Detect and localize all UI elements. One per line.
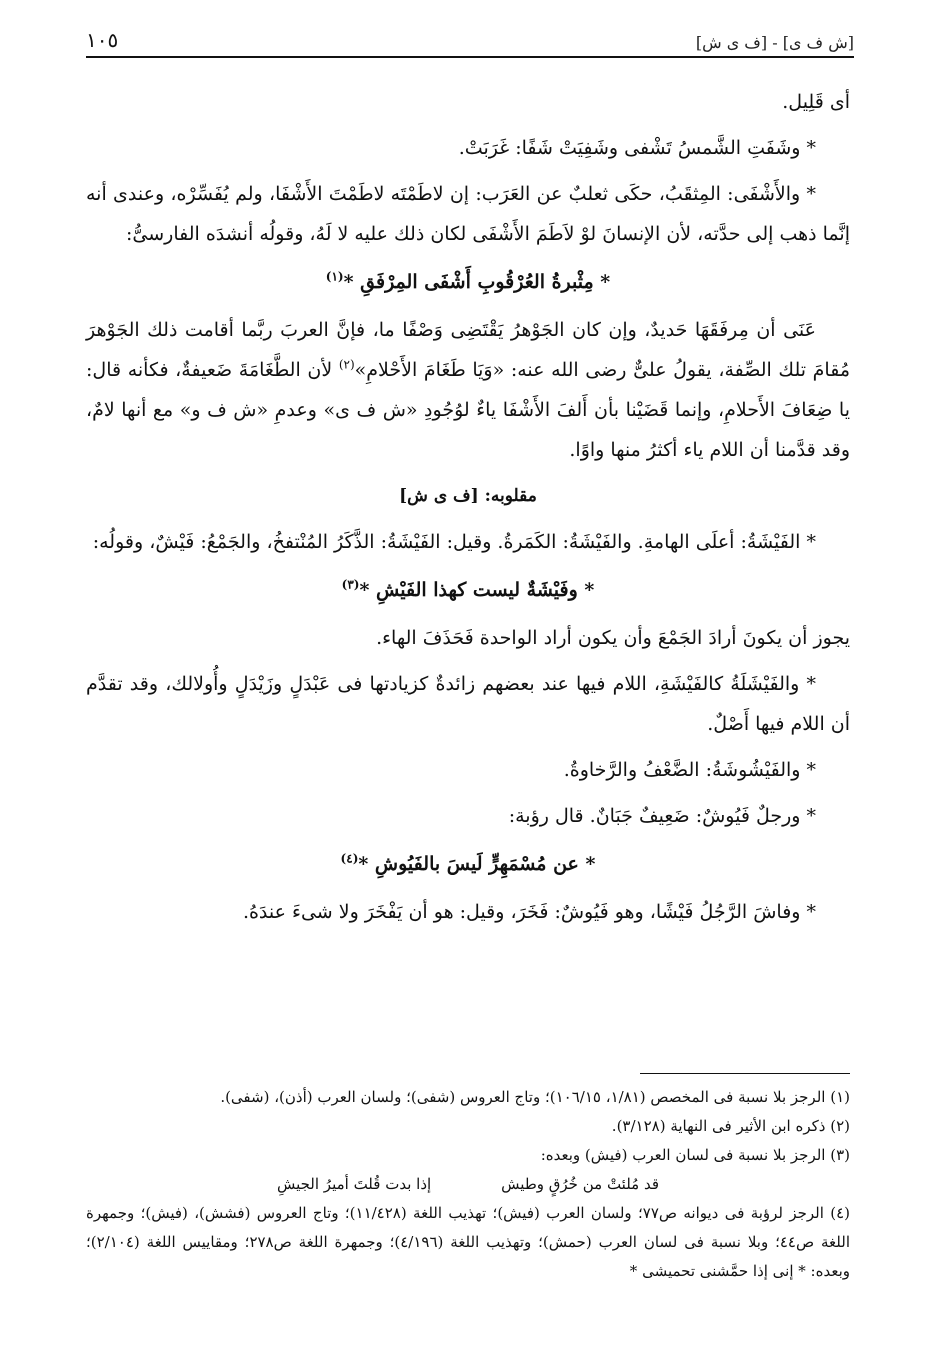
verse-text: * عن مُسْمَهِرٍّ لَيسَ بالفَيُوشِ * <box>358 853 596 875</box>
entry-paragraph: * والأَشْفَى: المِثقَبُ، حكَى ثعلبٌ عن العَرَب: إن لاطَمْتَه لاطَمْتَ الأَشْفَا، ولم يُفَسِّرْه، وعندى أنه إنَّما ذهب إلى حدَّته، لأن الإنسانَ لوْ لاَطَمَ الأَشْفَى لكان ذلك عليه لا لَهُ، وقولُه أنشدَه الفارسىُّ: <box>86 183 850 245</box>
entry-paragraph: * ورجلٌ فَيُوشٌ: ضَعِيفٌ جَبَانٌ. قال رؤبة: <box>508 805 816 827</box>
footnote-mark: (٣) <box>341 577 360 592</box>
footnote-4: (٤) الرجز لرؤبة فى ديوانه ص٧٧؛ ولسان العرب (فيش)؛ تهذيب اللغة (١١/٤٢٨)؛ وتاج العروس (فشش)، (فيش)؛ وجمهرة اللغة ص٤٤؛ وبلا نسبة فى لسان العرب (حمش)؛ وتهذيب اللغة (٤/١٩٦)؛ وجمهرة اللغة ص٢٧٨؛ ومقاييس اللغة (٢/١٠٤)؛ وبعده: * إنى إذا حمَّشنى تحميشى * <box>86 1204 851 1280</box>
footnotes <box>86 1083 850 1286</box>
couplet-hemistich: قد مُلئتْ من خُرُقٍ وطيش <box>501 1175 660 1193</box>
footnote-couplet <box>86 1170 850 1199</box>
footnote-mark: (٢) <box>338 357 355 372</box>
running-header <box>86 24 854 58</box>
page-number: ١٠٥ <box>86 28 119 52</box>
verse-line <box>86 262 850 302</box>
footnote-mark: (١) <box>325 269 344 284</box>
subsection-heading: مقلوبه: [ف ى ش] <box>399 486 537 506</box>
entry-paragraph: * وفاشَ الرَّجُلُ فَيْشًا، وهو فَيُوشٌ: فَخَرَ، وقيل: هو أن يَفْخَرَ ولا شىءَ عندَهُ. <box>242 901 816 923</box>
footnote-2: (٢) ذكره ابن الأثير فى النهاية (٣/١٢٨). <box>611 1117 850 1135</box>
entry-paragraph: * والفَيْشَلَةُ كالفَيْشَةِ، اللام فيها عند بعضهم زائدةٌ كزيادتها فى عَبْدَلٍ وزَيْدَلٍ وأُولالك، وقد تقدَّم أن اللام فيها أَصْلٌ. <box>86 673 850 735</box>
couplet-hemistich: إذا بدت قُلتَ أميرُ الجيشِ <box>276 1175 432 1193</box>
footnote-divider <box>640 1073 850 1074</box>
verse-line <box>86 570 850 610</box>
paragraph-text: عَنَى أن مِرفَقَهَا حَديدٌ، وإن كان الجَوْهرُ يَقْتَضِى وَصْفًا ما، فإنَّ العربَ ربَّما أقامت ذلك الجَوْهرَ مُقامَ تلك الصِّفة، يقولُ علىٌّ رضى الله عنه: «وَيَا طَغَامَ الأَحْلامِ» <box>86 319 850 381</box>
footnote-3: (٣) الرجز بلا نسبة فى لسان العرب (فيش) وبعده: <box>540 1146 850 1164</box>
footnote-mark: (٤) <box>340 851 359 866</box>
entry-paragraph: * وشَفَتِ الشَّمسُ تَشْفى وشَفِيَتْ شَفًا: غَرَبَتْ. <box>458 137 816 159</box>
entry-paragraph: * الفَيْشَةُ: أعلَى الهامةِ. والفَيْشَةُ: الكَمَرةُ. وقيل: الفَيْشَةُ: الذَّكَرُ المُنْتفخُ، والجَمْعُ: فَيْشٌ، وقولُه: <box>92 531 816 553</box>
main-text <box>86 82 850 938</box>
footnote-1: (١) الرجز بلا نسبة فى المخصص (١/٨١، ١٠٦/١٥)؛ وتاج العروس (شفى)؛ ولسان العرب (أذن)، (شفى). <box>220 1088 850 1106</box>
verse-text: * وفَيْشَةٌ ليست كهذا الفَيْشِ * <box>359 579 595 601</box>
section-heading: [ش ف ى] - [ف ى ش] <box>695 33 854 52</box>
text-line: يجوز أن يكونَ أرادَ الجَمْعَ وأن يكون أراد الواحدة فَحَذَفَ الهاء. <box>376 627 850 649</box>
verse-text: * مِثْبرةُ العُرْقُوبِ أَشْفَى المِرْفَقِ * <box>343 271 611 293</box>
paragraph-text: لأن الطَّغَامَةَ ضَعيفةٌ، فكأنه قال: يا ضِعَافَ الأَحلامِ، وإنما قَضَيْنا بأن أَلفَ الأَشْفَا ياءٌ لوُجُودِ «ش ف ى» وعدمِ «ش ف و» مع أنها لامٌ، وقد قدَّمنا أن اللام ياء أكثرُ منها واوًا. <box>86 359 850 461</box>
text-line: أى قَلِيل. <box>782 91 850 113</box>
verse-line <box>86 844 850 884</box>
entry-paragraph <box>86 310 850 470</box>
entry-paragraph: * والفَيْشُوشَةُ: الضَّعْفُ والرَّخاوةُ. <box>563 759 816 781</box>
